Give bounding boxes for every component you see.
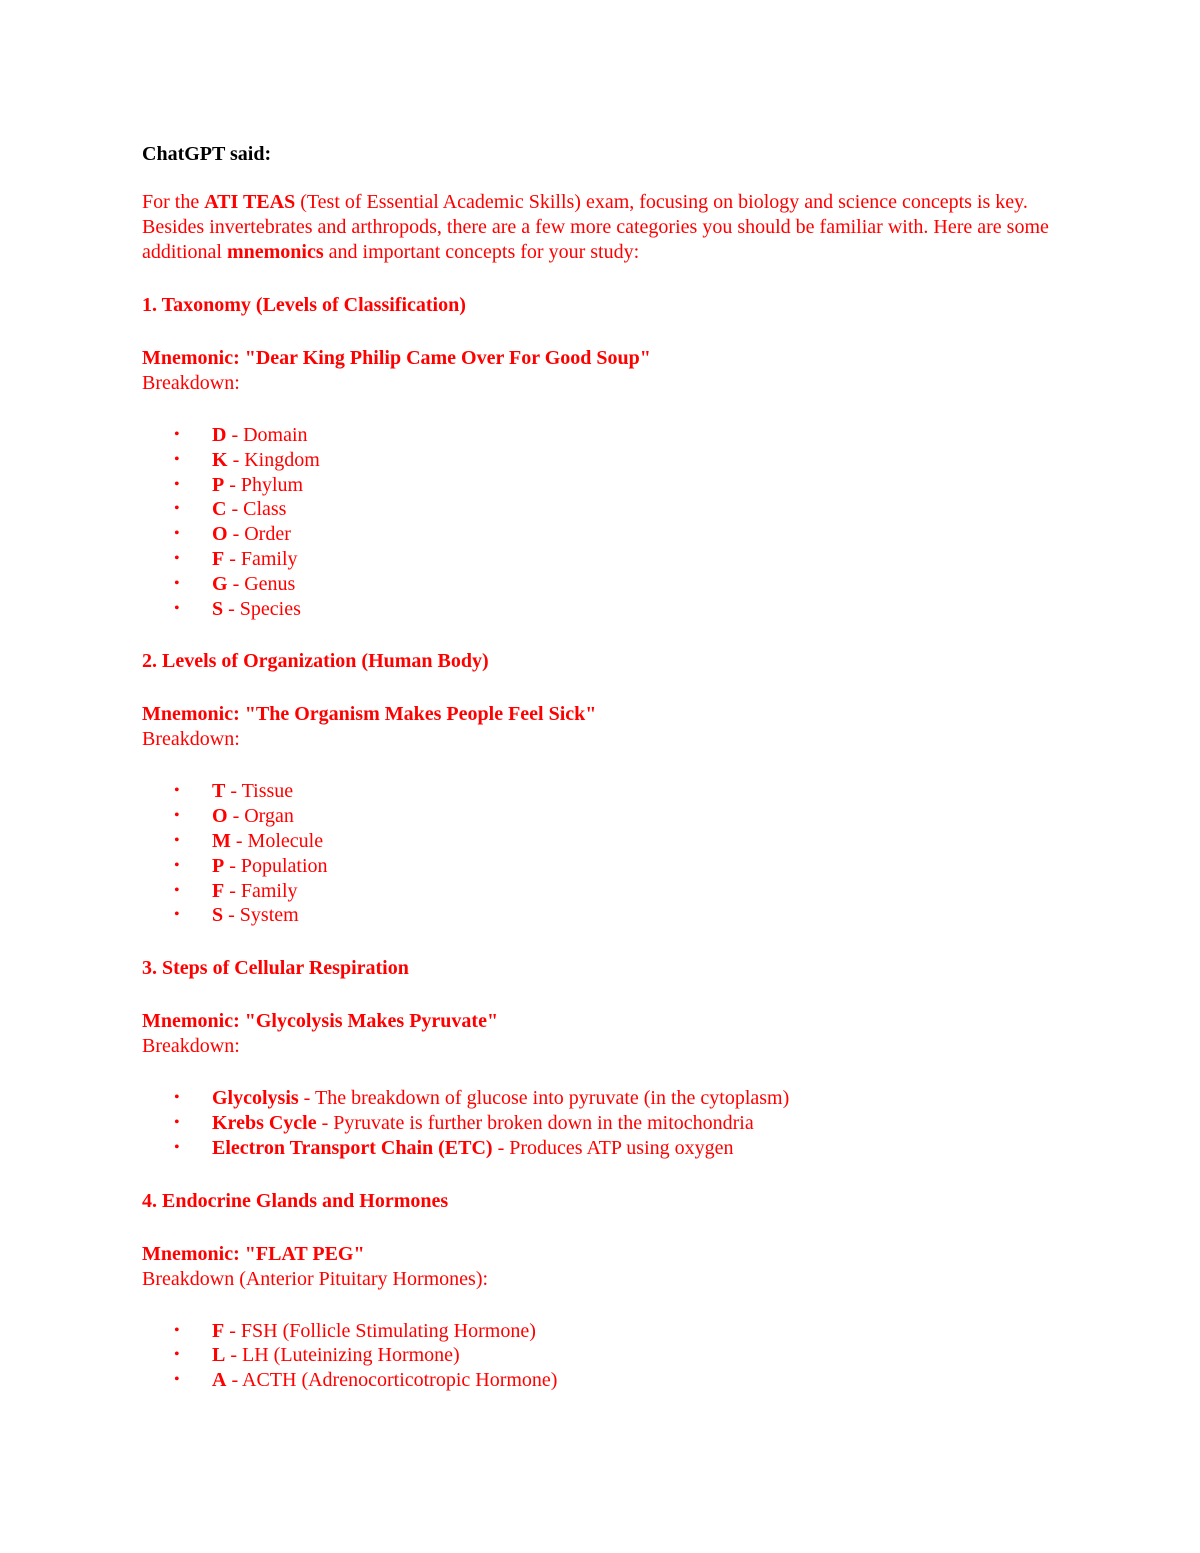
list-item [142, 572, 1062, 597]
bullet-icon: • [174, 1138, 180, 1156]
section-endocrine-glands [142, 1188, 1062, 1393]
list-item [142, 779, 1062, 804]
section-cellular-respiration [142, 955, 1062, 1160]
list-item-key: D [212, 424, 227, 446]
bullet-icon: • [174, 450, 180, 468]
list-item-text: - Genus [227, 572, 296, 595]
intro-paragraph [142, 190, 1062, 265]
list-item-key: L [212, 1344, 226, 1367]
breakdown-label: Breakdown: [142, 728, 240, 751]
list-item-key: O [212, 523, 228, 546]
bullet-icon: • [174, 475, 180, 493]
list-item-key: F [212, 879, 225, 902]
list-item-text: - Molecule [230, 829, 324, 852]
list-item-key: G [212, 572, 228, 595]
list-item-text: - Kingdom [227, 448, 320, 471]
mnemonic-line: Mnemonic: "The Organism Makes People Feel Sick" [142, 703, 597, 726]
bullet-icon: • [174, 1113, 180, 1131]
list-item [142, 1086, 1062, 1111]
bullet-icon: • [174, 906, 180, 924]
list-item [142, 497, 1062, 522]
list-item-key: S [212, 904, 224, 927]
bullet-icon: • [174, 856, 180, 874]
intro-bold-mnemonics: mnemonics [226, 241, 324, 263]
list-item-key: O [212, 805, 228, 828]
bullet-icon: • [174, 1371, 180, 1389]
bullet-icon: • [174, 525, 180, 543]
list-item [142, 547, 1062, 572]
mnemonic-line: Mnemonic: "Glycolysis Makes Pyruvate" [142, 1010, 499, 1033]
list-item [142, 522, 1062, 547]
list-item-text: - Class [226, 498, 287, 521]
intro-text-1: For the [142, 191, 205, 213]
bullet-icon: • [174, 426, 180, 443]
list-item-text: - Domain [226, 424, 308, 446]
list-item-text: - FSH (Follicle Stimulating Hormone) [224, 1319, 536, 1342]
list-item [142, 448, 1062, 473]
intro-bold-ati-teas: ATI TEAS [204, 191, 296, 213]
intro-text-3: and important concepts for your study: [323, 241, 640, 263]
breakdown-label: Breakdown (Anterior Pituitary Hormones): [142, 1267, 489, 1290]
list-item [142, 804, 1062, 829]
list-item-text: - Order [227, 523, 291, 546]
list-item-text: - Pyruvate is further broken down in the mitochondria [316, 1111, 754, 1134]
list-item-key: K [212, 448, 228, 471]
section-heading: 2. Levels of Organization (Human Body) [142, 650, 489, 673]
list-item-key: F [212, 1319, 225, 1342]
list-item [142, 903, 1062, 928]
bullet-icon: • [174, 881, 180, 899]
list-item-text: - Organ [227, 805, 294, 828]
bullet-icon: • [174, 1089, 180, 1107]
list-item-text: - Phylum [224, 473, 304, 496]
list-item-text: - The breakdown of glucose into pyruvate (in the cytoplasm) [298, 1087, 790, 1110]
bullet-icon: • [174, 574, 180, 592]
list-item-text: - Family [224, 547, 298, 570]
bullet-icon: • [174, 807, 180, 825]
list-item [142, 1343, 1062, 1368]
list-item [142, 423, 1062, 448]
bullet-icon: • [174, 500, 180, 518]
breakdown-label: Breakdown: [142, 372, 240, 394]
speaker-label: ChatGPT said: [142, 143, 272, 165]
bullet-icon: • [174, 599, 180, 617]
list-item-text: - Population [224, 854, 328, 877]
list-item [142, 829, 1062, 854]
section-heading: 4. Endocrine Glands and Hormones [142, 1189, 449, 1212]
list-item-text: - Species [223, 597, 301, 620]
bullet-icon: • [174, 1321, 180, 1339]
section-levels-of-organization [142, 648, 1062, 928]
list-item [142, 597, 1062, 622]
list-item [142, 879, 1062, 904]
list-item [142, 1136, 1062, 1161]
list-item-key: P [212, 854, 225, 877]
list-item-key: Krebs Cycle [212, 1111, 317, 1134]
list-item-key: P [212, 473, 225, 496]
list-item-text: - System [223, 904, 299, 927]
breakdown-list [142, 423, 1062, 621]
section-heading: 1. Taxonomy (Levels of Classification) [142, 294, 466, 316]
bullet-icon: • [174, 549, 180, 567]
list-item [142, 854, 1062, 879]
breakdown-list [142, 779, 1062, 928]
list-item [142, 473, 1062, 498]
mnemonic-line: Mnemonic: "FLAT PEG" [142, 1242, 365, 1265]
list-item-text: - Produces ATP using oxygen [492, 1136, 734, 1159]
breakdown-label: Breakdown: [142, 1035, 240, 1058]
list-item-text: - Family [224, 879, 298, 902]
list-item-text: - ACTH (Adrenocorticotropic Hormone) [226, 1369, 558, 1392]
list-item-text: - Tissue [225, 780, 294, 803]
document-page [142, 138, 1062, 1420]
bullet-icon: • [174, 1346, 180, 1364]
list-item [142, 1319, 1062, 1344]
mnemonic-line: Mnemonic: "Dear King Philip Came Over For Good Soup" [142, 347, 651, 369]
section-taxonomy [142, 292, 1062, 621]
bullet-icon: • [174, 782, 180, 800]
list-item-key: T [212, 780, 226, 803]
bullet-icon: • [174, 831, 180, 849]
list-item-key: C [212, 498, 227, 521]
list-item-key: Electron Transport Chain (ETC) [212, 1136, 493, 1159]
list-item-key: S [212, 597, 224, 620]
list-item-key: A [212, 1369, 227, 1392]
intro-text-2: (Test of Essential Academic Skills) exam, focusing on biology and science concepts is key. Besides invertebrates and arthropods, there are a few more categories you should be familiar with. Here are some additional [142, 191, 1049, 263]
list-item-key: M [212, 829, 231, 852]
list-item [142, 1111, 1062, 1136]
list-item-text: - LH (Luteinizing Hormone) [225, 1344, 460, 1367]
breakdown-list [142, 1086, 1062, 1160]
list-item-key: Glycolysis [212, 1087, 299, 1110]
section-heading: 3. Steps of Cellular Respiration [142, 957, 409, 980]
breakdown-list [142, 1319, 1062, 1393]
list-item [142, 1368, 1062, 1393]
list-item-key: F [212, 547, 225, 570]
